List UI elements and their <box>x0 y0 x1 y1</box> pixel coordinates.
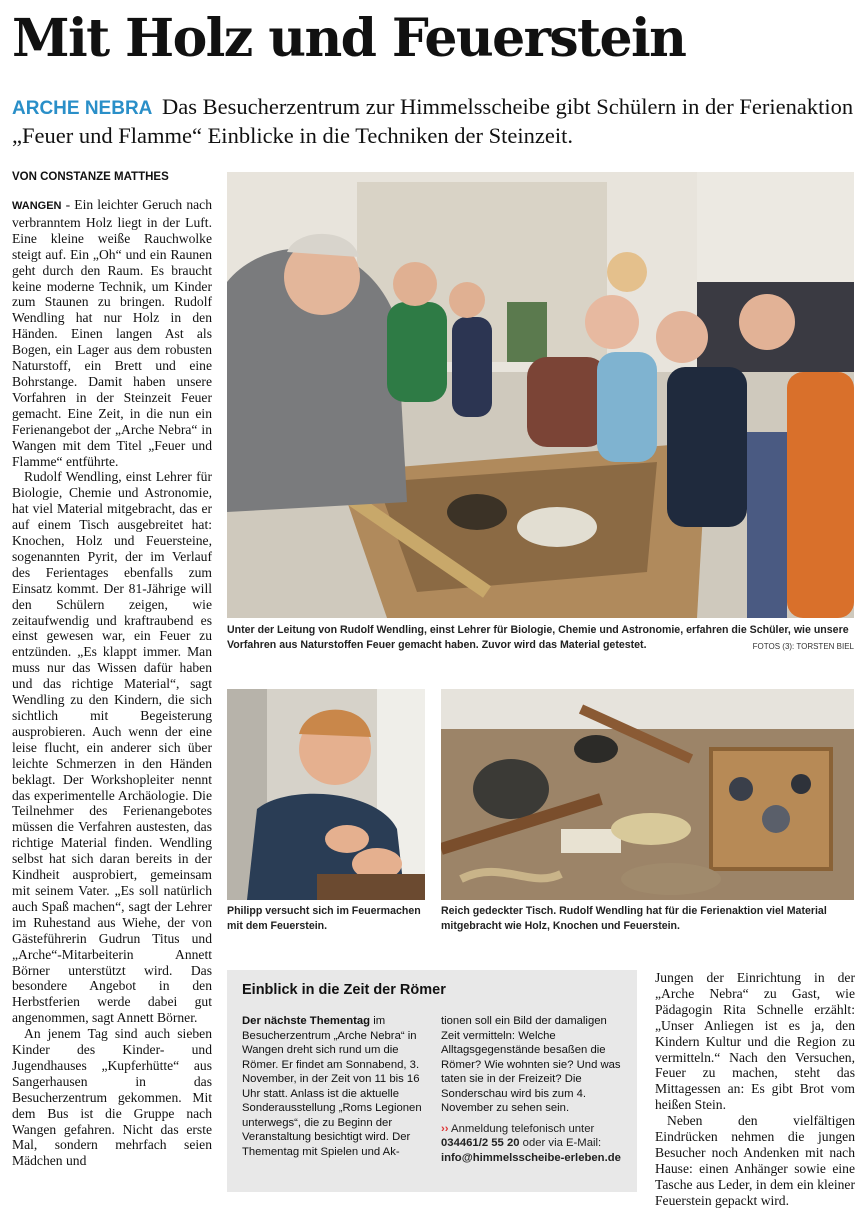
info-box-text-left: Der nächste Thementag im Besucherzentrum „Arche Nebra“ in Wangen dreht sich rund um die Römer. Er findet am Sonnabend, 3. November, in der Zeit von 11 bis 16 Uhr statt. Anlass ist die aktuelle Sonderausstellung „Roms Legionen unterwegs“, die zu Beginn der Veranstaltung besichtigt wird. Der Thementag mit Spielen und Ak- <box>242 1015 422 1158</box>
article-paragraph: Jungen der Einrichtung in der „Arche Nebra“ zu Gast, wie Pädagogin Rita Schnelle erzählt: „Unser Anliegen ist es ja, den Kindern Kultur und die Region zu vermitteln.“ Nach den Versuchen, Feuer zu machen, steht das Mittagessen an: Es gibt Brot vom heißen Stein. <box>655 970 855 1113</box>
info-box-text-right: tionen soll ein Bild der damaligen Zeit vermitteln: Welche Alltagsgegenstände besaßen die Römer? Wie wohnten sie? Und was taten sie in der Freizeit? Die Sonderschau wird bis zum 4. November zu sehen sein. ›› Anmeldung telefonisch unter 034461/2 55 20 oder via E-Mail: info@himmelsscheibe-erleben.de <box>441 1015 621 1164</box>
dateline: WANGEN <box>12 200 62 212</box>
info-box-contact: ›› Anmeldung telefonisch unter 034461/2 55 20 oder via E-Mail: info@himmelsscheibe-erleben.de <box>441 1122 621 1164</box>
info-box <box>227 970 637 1192</box>
subheadline-text: Das Besucherzentrum zur Himmelsscheibe gibt Schülern in der Ferienaktion „Feuer und Flamme“ Einblicke in die Techniken der Steinzeit. <box>12 94 854 148</box>
arrow-icon: ›› <box>441 1122 449 1135</box>
info-box-title: Einblick in die Zeit der Römer <box>242 982 446 998</box>
article-column-left <box>12 197 212 1169</box>
photo-table-caption: Reich gedeckter Tisch. Rudolf Wendling hat für die Ferienaktion viel Material mitgebracht wie Holz, Knochen und Feuerstein. <box>441 905 827 932</box>
headline: Mit Holz und Feuerstein <box>12 8 686 69</box>
byline: VON CONSTANZE MATTHES <box>12 171 169 183</box>
article-paragraph: Neben den vielfältigen Eindrücken nehmen die jungen Besucher noch Andenken mit nach Hause: einen Anhänger sowie eine Tasche aus Leder, in dem ein kleiner Feuerstein gepackt wird. <box>655 1113 855 1208</box>
phone-number[interactable]: 034461/2 55 20 <box>441 1137 520 1149</box>
photo-credit: FOTOS (3): TORSTEN BIEL <box>752 642 854 651</box>
main-photo <box>227 172 854 618</box>
article-paragraph: Rudolf Wendling, einst Lehrer für Biologie, Chemie und Astronomie, hat viel Material mitgebracht, das er auf einem Tisch ausgebreitet hat: Knochen, Holz und Feuersteine, sogenannten Pyrit, der im Verlauf des Ferientages ebenfalls zum Einsatz kommt. Der 81-Jährige will den Schülern zeigen, wie zeitaufwendig und kraftraubend es einst gewesen war, ein Feuer zu entzünden. „Es klappt immer. Man muss nur das Wissen dafür haben und das richtige Material“, sagt Wendling zu den Kindern, die sich sichtlich mit Begeisterung ausprobieren. Auch wenn der eine leise flucht, ein anderer sich über leichte Schmerzen in den Händen beklagt. Der Workshopleiter nennt das experimentelle Archäologie. Die Teilnehmer des Ferienangebotes müssen die Verfahren austesten, das richtige Material finden. Wendling selbst hat sich daran bereits in der Kindheit ausprobiert, gemeinsam mit seinem Vater. „Es soll natürlich auch Spaß machen“, sagt der Lehrer im Ruhestand aus Wiehe, der von Gästeführerin Gudrun Titus und „Arche“-Mitarbeiterin Annett Börner unterstützt wird. Das besondere Angebot in den Herbstferien werde dabei gut angenommen, sagt Annett Börner. <box>12 469 212 1026</box>
article-paragraph: WANGEN - Ein leichter Geruch nach verbranntem Holz liegt in der Luft. Eine kleine weiße Rauchwolke steigt auf. Ein „Oh“ und ein Raunen geht durch den Raum. Es braucht keine moderne Technik, um Kinder zum Staunen zu bringen. Rudolf Wendling hat nur Holz in den Händen. Einen langen Ast als Bogen, ein Lager aus dem robusten Naturstoff, ein Brett und eine Bohrstange. Damit haben unsere Vorfahren in der Steinzeit Feuer gemacht. Eine Zeit, in die nun ein Ferienangebot der „Arche Nebra“ in Wangen mit dem Titel „Feuer und Flamme“ entführte. <box>12 197 212 469</box>
photo-boy-caption: Philipp versucht sich im Feuermachen mit dem Feuerstein. <box>227 905 421 932</box>
article-column-right <box>655 970 855 1209</box>
subheadline <box>12 93 862 149</box>
photo-table-materials <box>441 689 854 900</box>
photo-boy-firestone <box>227 689 425 900</box>
email-link[interactable]: info@himmelsscheibe-erleben.de <box>441 1151 621 1164</box>
kicker-label: ARCHE NEBRA <box>12 98 153 119</box>
main-photo-caption: Unter der Leitung von Rudolf Wendling, einst Lehrer für Biologie, Chemie und Astronomie, erfahren die Schüler, wie unsere Vorfahren aus Naturstoffen Feuer gemacht haben. Zuvor wird das Material getestet. <box>227 624 849 651</box>
article-paragraph: An jenem Tag sind auch sieben Kinder des Kinder- und Jugendhauses „Kupferhütte“ aus Sangerhausen in das Besucherzentrum gekommen. Mit dem Bus ist die Gruppe nach Wangen gefahren. Nicht das erste Mal, sondern mehrfach seien Mädchen und <box>12 1026 212 1169</box>
